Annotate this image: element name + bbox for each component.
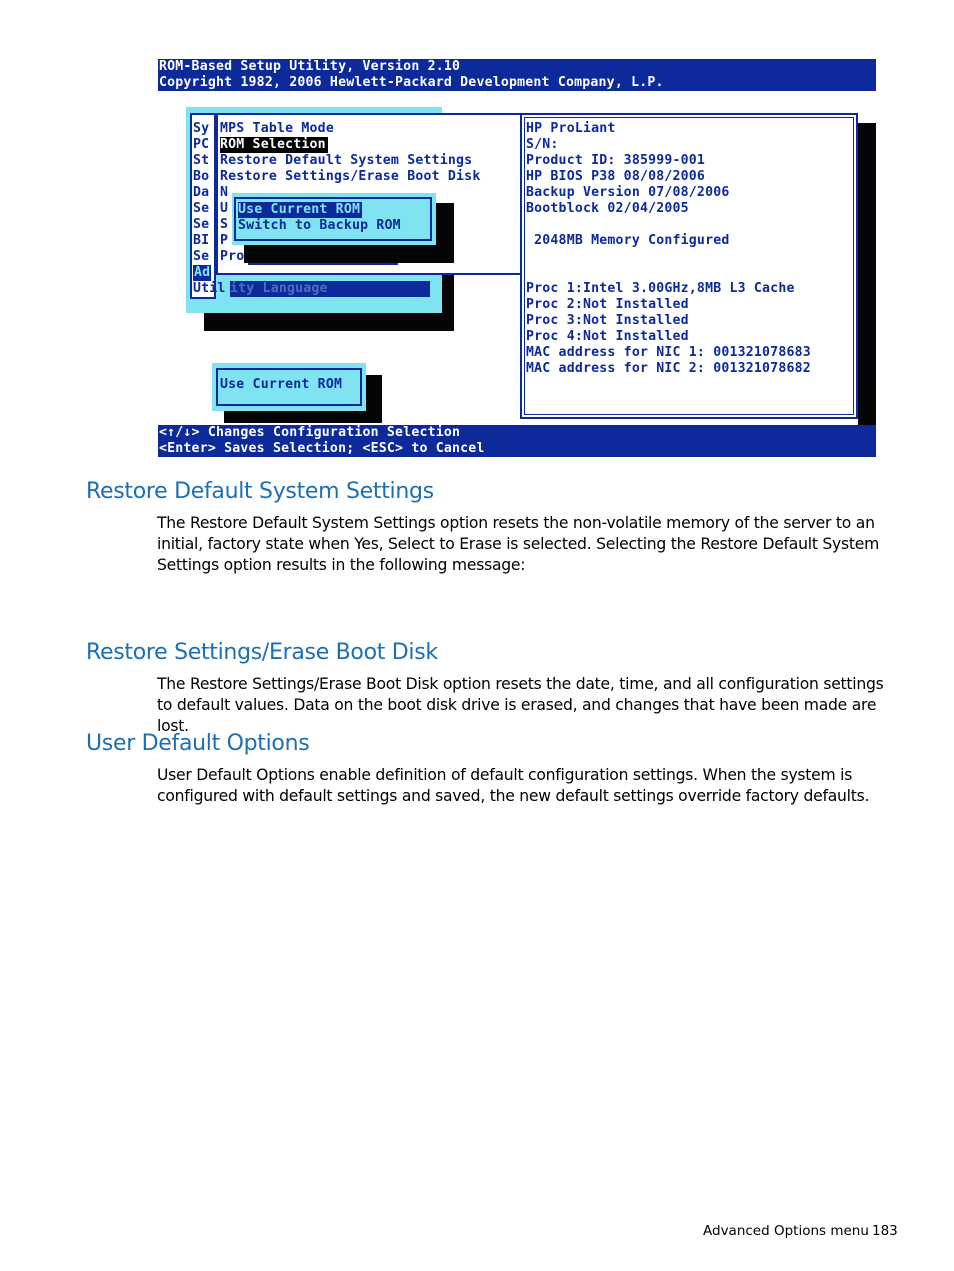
main-menu-item[interactable]: St <box>193 153 210 168</box>
info-line: Bootblock 02/04/2005 <box>526 201 689 216</box>
info-line: 2048MB Memory Configured <box>526 233 730 248</box>
submenu-item[interactable]: S <box>220 217 229 232</box>
popup-option-selected[interactable]: Use Current ROM <box>238 202 361 217</box>
info-line: S/N: <box>526 137 559 152</box>
main-menu-item[interactable]: Bo <box>193 169 210 184</box>
section-heading-user-default: User Default Options <box>86 731 310 756</box>
info-line: HP ProLiant <box>526 121 616 136</box>
info-line: MAC address for NIC 1: 001321078683 <box>526 345 811 360</box>
submenu-item-selected[interactable]: ROM Selection <box>220 137 326 152</box>
rbsu-help-bar <box>158 425 876 457</box>
info-line: Proc 2:Not Installed <box>526 297 689 312</box>
section-paragraph-user-default: User Default Options enable definition of default configuration settings. When the system is configured with default settings and saved, the new default settings override factory defaults. <box>157 766 870 805</box>
main-menu-item[interactable]: Da <box>193 185 210 200</box>
main-menu-item[interactable]: Se <box>193 249 210 264</box>
main-menu-item[interactable]: PC <box>193 137 210 152</box>
section-paragraph-erase-boot-disk: The Restore Settings/Erase Boot Disk option resets the date, time, and all configuration settings to default values. Data on the boot disk drive is erased, and changes that have been made are lost. <box>157 675 884 735</box>
rbsu-copyright: Copyright 1982, 2006 Hewlett-Packard Development Company, L.P. <box>159 75 664 90</box>
info-line: MAC address for NIC 2: 001321078682 <box>526 361 811 376</box>
rbsu-title-bar <box>158 59 876 91</box>
footer-chapter: Advanced Options menu <box>703 1223 869 1239</box>
submenu-item[interactable]: MPS Table Mode <box>220 121 334 136</box>
submenu-item[interactable]: Pro <box>220 249 245 264</box>
submenu-item[interactable]: U <box>220 201 229 216</box>
main-menu-item[interactable]: Util <box>193 281 226 296</box>
rbsu-screenshot <box>158 59 876 457</box>
submenu-item[interactable]: N <box>220 185 229 200</box>
main-menu-item[interactable]: BI <box>193 233 210 248</box>
info-line: HP BIOS P38 08/08/2006 <box>526 169 706 184</box>
submenu-item[interactable]: Restore Default System Settings <box>220 153 473 168</box>
rbsu-title: ROM-Based Setup Utility, Version 2.10 <box>159 59 461 74</box>
submenu-item[interactable]: P <box>220 233 229 248</box>
selected-value: Use Current ROM <box>220 377 343 392</box>
main-menu-item[interactable]: Sy <box>193 121 210 136</box>
popup-option[interactable]: Switch to Backup ROM <box>238 218 401 233</box>
info-line: Proc 4:Not Installed <box>526 329 689 344</box>
section-heading-erase-boot-disk: Restore Settings/Erase Boot Disk <box>86 640 438 665</box>
section-heading-restore-default: Restore Default System Settings <box>86 479 434 504</box>
main-menu-item[interactable]: Se <box>193 217 210 232</box>
info-line: Proc 3:Not Installed <box>526 313 689 328</box>
info-line: Product ID: 385999-001 <box>526 153 706 168</box>
info-panel-shadow <box>858 123 876 425</box>
main-menu-item[interactable]: Se <box>193 201 210 216</box>
section-paragraph-restore-default: The Restore Default System Settings option resets the non-volatile memory of the server to an initial, factory state when Yes, Select to Erase is selected. Selecting the Restore Default System Settings option results in the following message: <box>157 514 880 574</box>
submenu-item[interactable]: Restore Settings/Erase Boot Disk <box>220 169 481 184</box>
footer-page-number: 183 <box>872 1223 898 1239</box>
main-menu-item-selected[interactable]: Ad <box>194 265 211 280</box>
help-line: <Enter> Saves Selection; <ESC> to Cancel <box>159 441 485 456</box>
info-line: Backup Version 07/08/2006 <box>526 185 730 200</box>
utility-language-rest: ity Language <box>230 281 430 297</box>
info-line: Proc 1:Intel 3.00GHz,8MB L3 Cache <box>526 281 795 296</box>
help-line: <↑/↓> Changes Configuration Selection <box>159 425 461 440</box>
